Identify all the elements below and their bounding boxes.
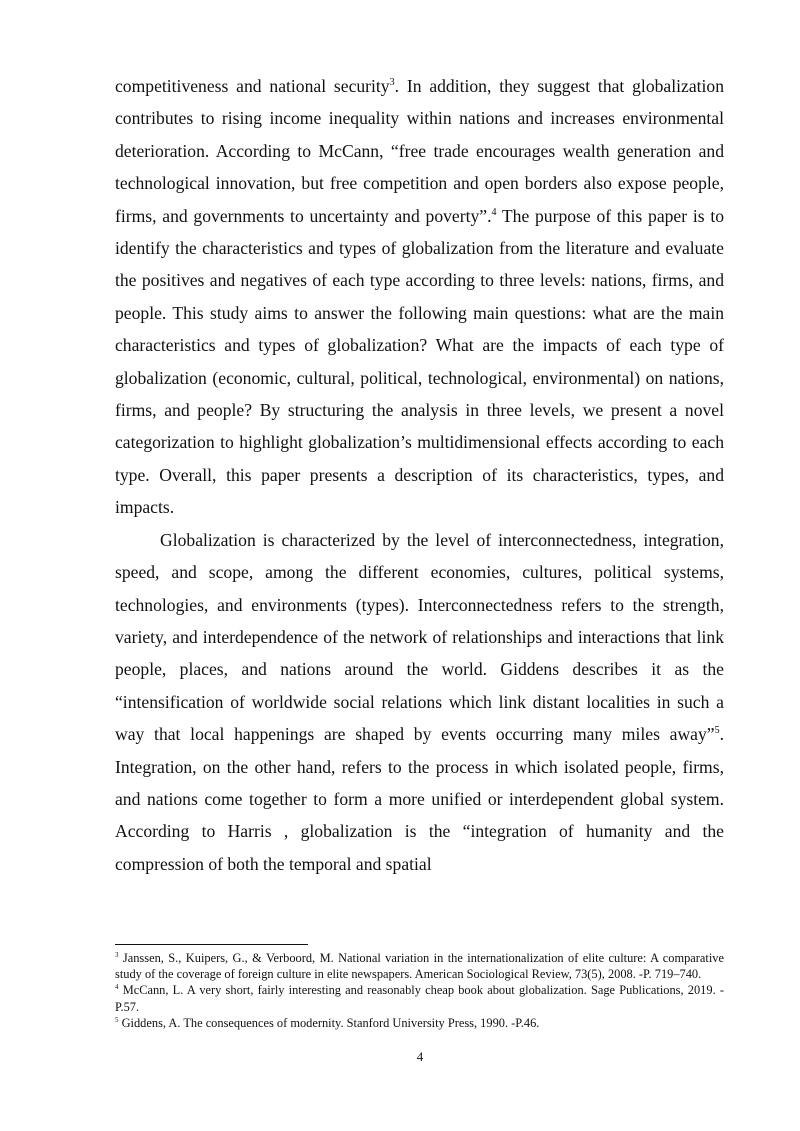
- paragraph-text: . Integration, on the other hand, refers to the process in which isolated people, firms, and nations come together to form a more unified or interdependent global system. According to Harris , globalization is the “integration of humanity and the compression of both the temporal and spatial: [115, 724, 724, 874]
- body-paragraph: [115, 524, 724, 880]
- footnote-mark: 4: [115, 983, 119, 992]
- footnote: [115, 1015, 724, 1031]
- footnote: [115, 950, 724, 982]
- paragraph-text: The purpose of this paper is to identify the characteristics and types of globalization from the literature and evaluate the positives and negatives of each type according to three levels: nations, firms, and people. This study aims to answer the following main questions: what are the main characteristics and types of globalization? What are the impacts of each type of globalization (economic, cultural, political, technological, environmental) on nations, firms, and people? By structuring the analysis in three levels, we present a novel categorization to highlight globalization’s multidimensional effects according to each type. Overall, this paper presents a description of its characteristics, types, and impacts.: [115, 205, 725, 518]
- footnote-text: McCann, L. A very short, fairly interesting and reasonably cheap book about globalization. Sage Publications, 2019. -P.57.: [115, 983, 724, 1014]
- footnote-reference: 3: [389, 77, 395, 88]
- paragraph-text: . In addition, they suggest that globalization contributes to rising income inequality within nations and increases environmental deterioration. According to McCann, “free trade encourages wealth generation and technological innovation, but free competition and open borders also expose people, firms, and governments to uncertainty and poverty”.: [115, 76, 724, 226]
- footnote-text: Janssen, S., Kuipers, G., & Verboord, M. National variation in the internationalization of elite culture: A comparative study of the coverage of foreign culture in elite newspapers. American Sociological Review, 73(5), 2008. -P. 719–740.: [115, 951, 724, 982]
- footnote-reference: 4: [491, 206, 497, 218]
- body-text: [115, 70, 724, 880]
- footnote: [115, 982, 724, 1014]
- footnote-text: Giddens, A. The consequences of modernity. Stanford University Press, 1990. -P.46.: [118, 1015, 540, 1030]
- footnotes: [115, 950, 724, 1031]
- footnote-reference: 5: [714, 725, 720, 737]
- paragraph-text: competitiveness and national security: [115, 76, 390, 96]
- page-number: 4: [416, 1049, 424, 1064]
- footnote-mark: 3: [115, 951, 119, 959]
- footnote-mark: 5: [115, 1015, 119, 1024]
- paragraph-text: Globalization is characterized by the level of interconnectedness, integration, speed, and scope, among the different economies, cultures, political systems, technologies, and environments (types). Interconnectedness refers to the strength, variety, and interdependence of the network of relationships and interactions that link people, places, and nations around the world. Giddens describes it as the “intensification of worldwide social relations which link distant localities in such a way that local happenings are shaped by events occurring many miles away”: [115, 529, 724, 745]
- footnote-separator: [115, 944, 308, 945]
- body-paragraph: [115, 70, 724, 524]
